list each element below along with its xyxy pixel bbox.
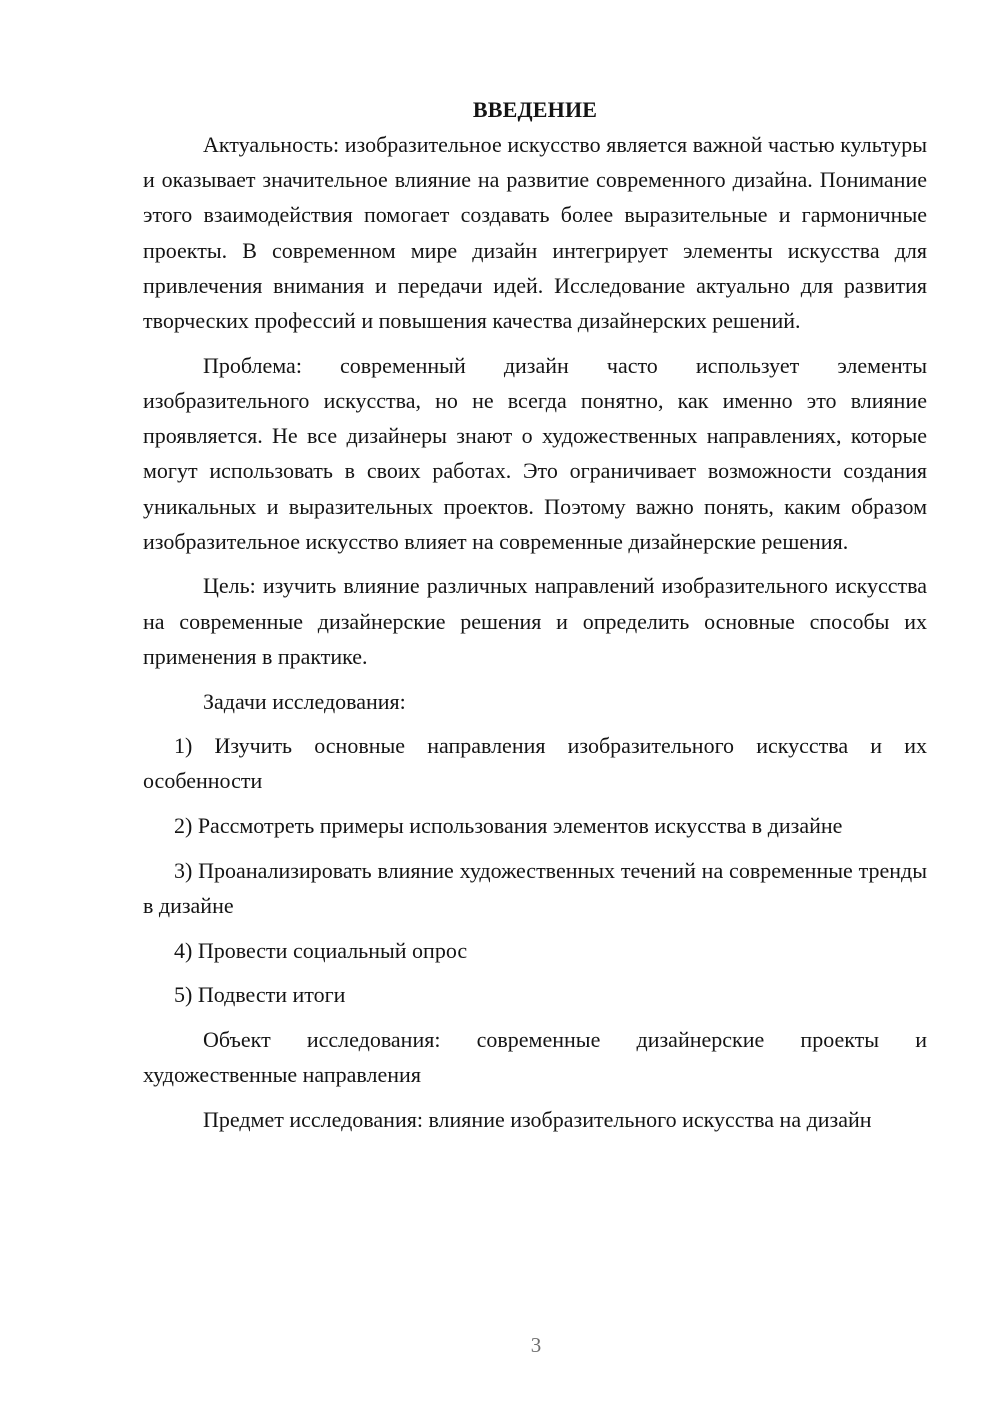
section-heading: ВВЕДЕНИЕ [472, 97, 598, 122]
subject-paragraph: Предмет исследования: влияние изобразительного искусства на дизайн [203, 1107, 872, 1133]
goal-paragraph: Цель: изучить влияние различных направлений изобразительного искусства на современные дизайнерские решения и определить основные способы их применения в практике. [143, 573, 927, 669]
task-item: 4) Провести социальный опрос [174, 937, 468, 963]
problem-paragraph: Проблема: современный дизайн часто использует элементы изобразительного искусства, но не всегда понятно, как именно это влияние проявляется. Не все дизайнеры знают о художественных направлениях, которые могут использовать в своих работах. Это ограничивает возможности создания уникальных и выразительных проектов. Поэтому важно понять, каким образом изобразительное искусство влияет на современные дизайнерские решения. [143, 352, 927, 554]
tasks-heading: Задачи исследования: [203, 688, 406, 714]
document-page [143, 94, 927, 1147]
object-paragraph: Объект исследования: современные дизайнерские проекты и художественные направления [143, 1027, 927, 1088]
task-item: 3) Проанализировать влияние художественных течений на современные тренды в дизайне [143, 857, 927, 919]
task-item: 2) Рассмотреть примеры использования элементов искусства в дизайне [174, 813, 843, 839]
page-number: 3 [530, 1333, 542, 1357]
task-item: 1) Изучить основные направления изобразительного искусства и их особенности [143, 733, 927, 794]
task-item: 5) Подвести итоги [174, 982, 346, 1008]
relevance-paragraph: Актуальность: изобразительное искусство является важной частью культуры и оказывает значительное влияние на развитие современного дизайна. Понимание этого взаимодействия помогает создавать более выразительные и гармоничные проекты. В современном мире дизайн интегрирует элементы искусства для привлечения внимания и передачи идей. Исследование актуально для развития творческих профессий и повышения качества дизайнерских решений. [143, 132, 927, 334]
